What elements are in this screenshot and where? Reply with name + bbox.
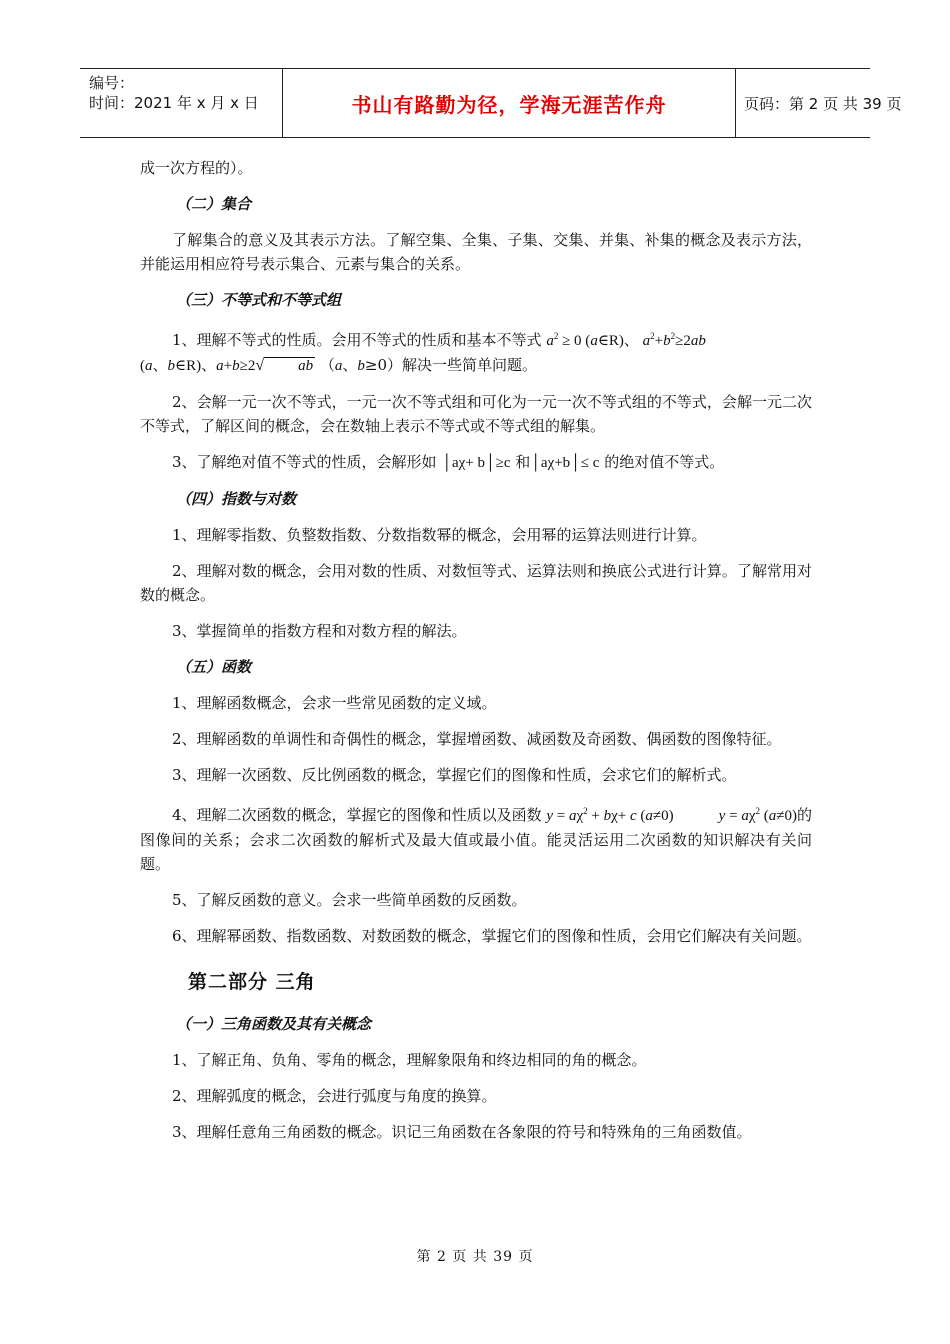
math-text: ∈R)、 [175,358,217,374]
paragraph-inequality-3 [140,450,812,475]
paragraph-function-4 [140,799,812,876]
sqrt-radicand: ab [264,357,315,374]
math-text: + [654,333,664,349]
math-text: ( [636,808,646,824]
paragraph: 2、会解一元一次不等式，一元一次不等式组和可化为一元一次不等式组的不等式，会解一元二次不等式，了解区间的概念，会在数轴上表示不等式或不等式组的解集。 [140,393,812,435]
math-var: b [603,808,612,824]
document-body [140,156,812,1156]
math-text: ≥2 [675,333,691,349]
text-run: ≥0）解决一些简单问题。 [364,356,538,374]
header-motto: 书山有路勤为径，学海无涯苦作舟 [282,69,736,137]
header-meta [80,69,282,137]
math-var: y [718,808,726,824]
math-text: + [223,358,233,374]
sqrt-sign: √ [255,357,265,374]
math-text: χ+ [611,808,630,824]
math-exponent: 2 [553,331,559,341]
paragraph: 3、理解一次函数、反比例函数的概念，掌握它们的图像和性质，会求它们的解析式。 [172,766,737,784]
math-text: = [725,808,742,824]
section-heading: （三）不等式和不等式组 [176,291,342,309]
math-exponent: 2 [650,331,655,341]
paragraph: 2、理解弧度的概念，会进行弧度与角度的换算。 [172,1087,497,1105]
math-var: b [663,333,671,349]
math-var: b [357,358,365,374]
page-header [80,68,902,138]
math-var: ab [690,333,706,349]
text-run: 的图像间的关系；会求二次函数的解析式及最大值或最小值。能灵活运用二次函数的知识解决有关问题。 [140,806,812,873]
section-heading: （四）指数与对数 [176,490,297,508]
math-exponent: 2 [670,331,676,341]
paragraph: 5、了解反函数的意义。会求一些简单函数的反函数。 [172,891,527,909]
math-text: ∈R)、 [597,333,643,349]
math-var: b [232,358,240,374]
page-footer: 第 2 页 共 39 页 [416,1249,534,1265]
text-run: 、 [152,356,168,374]
math-text: χ [576,808,584,824]
math-var: a [216,358,224,374]
header-number: 编号： [89,74,135,92]
math-var: y [546,808,554,824]
text-run: （ [315,356,335,374]
section-heading: （二）集合 [176,195,252,213]
paragraph: 成一次方程的）。 [140,159,253,177]
math-text: + [587,808,604,824]
section-heading: （五）函数 [176,658,252,676]
header-date: 时间：2021 年 x 月 x 日 [89,94,259,112]
part-heading: 第二部分 三角 [188,971,316,993]
math-var: a [590,333,598,349]
paragraph: 3、理解任意角三角函数的概念。识记三角函数在各象限的符号和特殊角的三角函数值。 [172,1123,752,1141]
paragraph: 1、理解函数概念，会求一些常见函数的定义域。 [172,694,497,712]
math-text: ( [140,358,145,374]
section-heading: （一）三角函数及其有关概念 [176,1015,372,1033]
paragraph-inequality-1 [140,324,812,378]
text-run: 4、理解二次函数的概念，掌握它的图像和性质以及函数 [172,806,547,824]
math-var: a [546,333,554,349]
paragraph: 1、了解正角、负角、零角的概念，理解象限角和终边相同的角的概念。 [172,1051,647,1069]
paragraph: 1、理解零指数、负整数指数、分数指数幂的概念，会用幂的运算法则进行计算。 [172,526,707,544]
math-var: a [145,358,153,374]
math-var: b [167,358,176,374]
math-var: a [741,808,749,824]
header-page-info: 页码：第 2 页 共 39 页 [744,94,902,113]
math-exponent: 2 [755,806,760,816]
math-exponent: 2 [583,806,588,816]
math-text: ≠0) [652,808,719,824]
math-text: │aχ+ b│≥c [441,455,511,471]
math-text: ≠0) [776,808,797,824]
paragraph: 了解集合的意义及其表示方法。了解空集、全集、子集、交集、并集、补集的概念及表示方法，并能运用相应符号表示集合、元素与集合的关系。 [140,231,812,273]
math-text: ≥ 0 ( [558,333,591,349]
math-text: = [553,808,569,824]
math-var: a [768,808,777,824]
text-run: 的绝对值不等式。 [599,453,725,471]
math-var: a [334,358,343,374]
math-var: c [630,808,637,824]
text-run: 1、理解不等式的性质。会用不等式的性质和基本不等式 [172,331,547,349]
text-run: 和 [510,453,531,471]
math-var: a [645,808,653,824]
math-var: a [642,333,651,349]
math-text: ≥2 [239,358,256,374]
text-run: 3、了解绝对值不等式的性质，会解形如 [172,453,442,471]
math-var: a [568,808,577,824]
math-text: χ [748,808,756,824]
math-text: ( [759,808,769,824]
paragraph: 2、理解对数的概念，会用对数的性质、对数恒等式、运算法则和换底公式进行计算。了解常用对数的概念。 [140,562,812,604]
math-text: │aχ+b│≤ c [530,455,600,471]
text-run: 、 [342,356,358,374]
paragraph: 3、掌握简单的指数方程和对数方程的解法。 [172,622,467,640]
paragraph: 2、理解函数的单调性和奇偶性的概念，掌握增函数、减函数及奇函数、偶函数的图像特征。 [172,730,782,748]
paragraph: 6、理解幂函数、指数函数、对数函数的概念，掌握它们的图像和性质，会用它们解决有关问题。 [172,927,812,945]
